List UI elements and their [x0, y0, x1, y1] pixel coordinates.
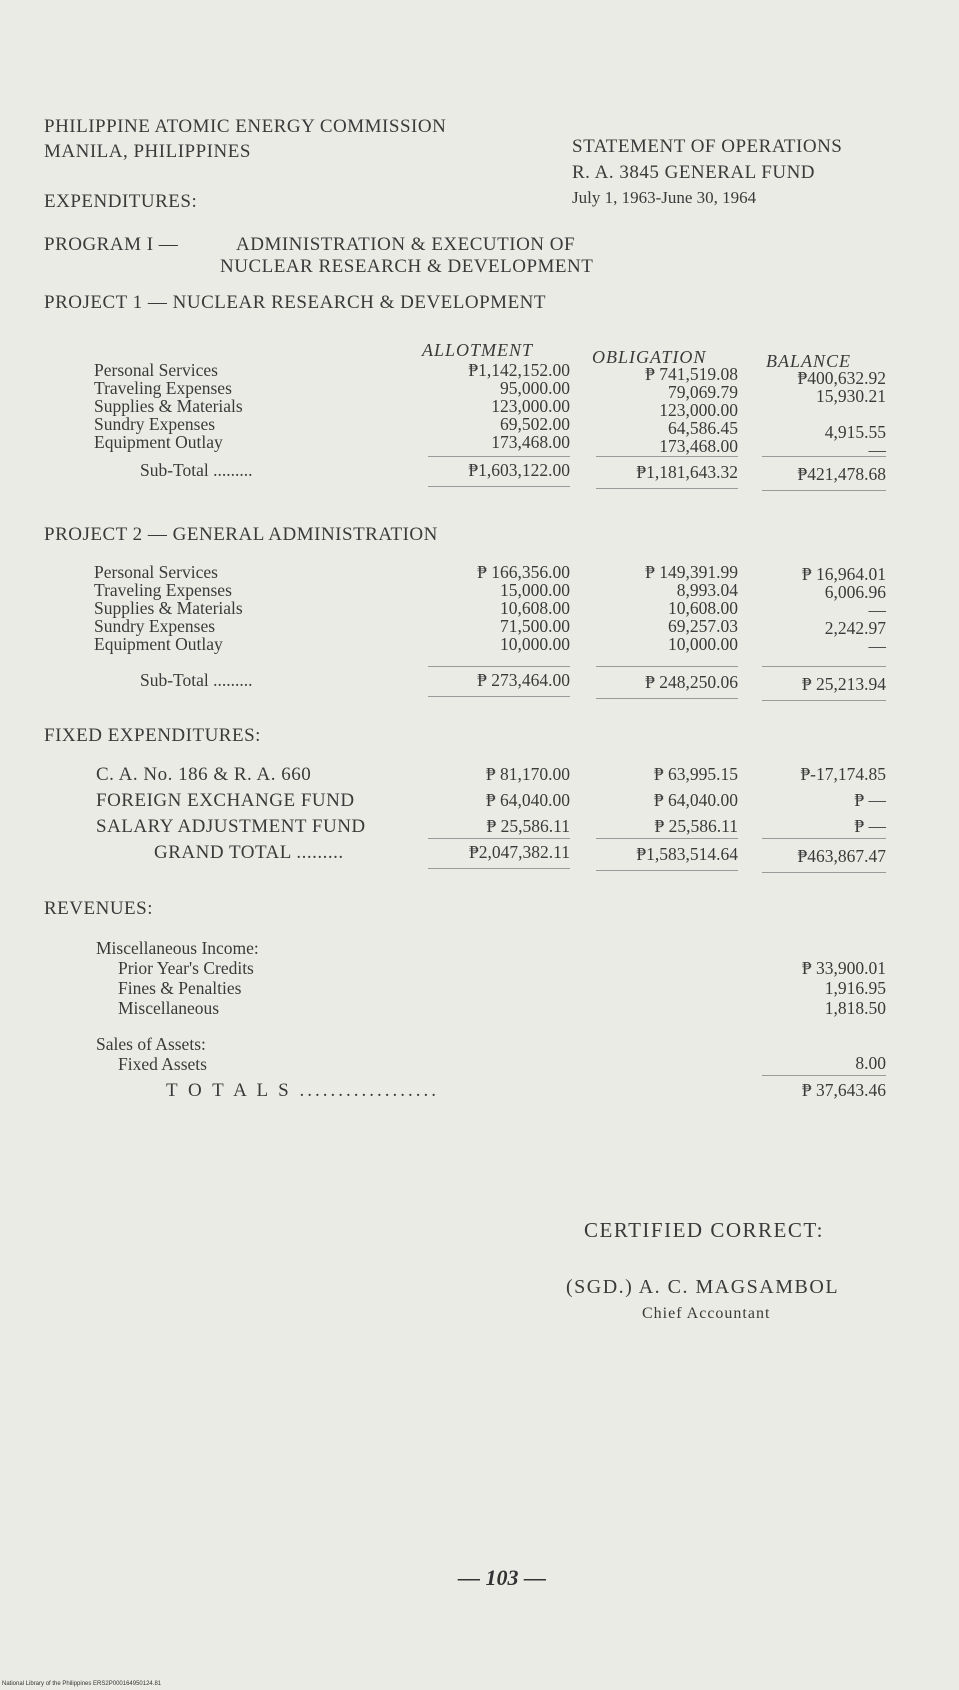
obligation-value: 8,993.04 — [676, 580, 738, 600]
fixed-expenditures-heading: FIXED EXPENDITURES: — [44, 725, 261, 746]
project1-heading: PROJECT 1 — NUCLEAR RESEARCH & DEVELOPMENT — [44, 292, 547, 313]
row-label: Equipment Outlay — [94, 432, 223, 452]
allotment-column-header: ALLOTMENT — [422, 340, 534, 360]
allotment-value: 71,500.00 — [500, 616, 570, 636]
subtotal-rule — [596, 666, 738, 667]
subtotal-underline — [762, 490, 886, 491]
signatory-title: Chief Accountant — [642, 1305, 771, 1322]
obligation-column-header: OBLIGATION — [592, 347, 707, 367]
subtotal-obligation: ₱1,583,514.64 — [636, 844, 738, 864]
allotment-value: ₱1,142,152.00 — [468, 360, 570, 380]
allotment-value: 15,000.00 — [500, 580, 570, 600]
revenue-label: Fixed Assets — [118, 1054, 207, 1074]
subtotal-underline — [762, 700, 886, 701]
misc-income-heading: Miscellaneous Income: — [96, 938, 259, 958]
obligation-value: 123,000.00 — [659, 400, 738, 420]
totals-rule — [762, 1075, 886, 1076]
balance-value: ₱ — — [854, 790, 886, 810]
row-label: Traveling Expenses — [94, 378, 232, 398]
subtotal-obligation: ₱1,181,643.32 — [636, 462, 738, 482]
revenue-amount: 1,916.95 — [824, 978, 886, 998]
allotment-value: 10,608.00 — [500, 598, 570, 618]
certified-heading: CERTIFIED CORRECT: — [584, 1218, 824, 1242]
totals-amount: ₱ 37,643.46 — [801, 1080, 886, 1100]
allotment-value: ₱ 25,586.11 — [486, 816, 570, 836]
obligation-value: 79,069.79 — [668, 382, 738, 402]
project2-heading: PROJECT 2 — GENERAL ADMINISTRATION — [44, 524, 438, 545]
subtotal-underline — [428, 696, 570, 697]
balance-value: — — [868, 636, 886, 656]
row-label: Sundry Expenses — [94, 414, 216, 434]
revenue-label: Fines & Penalties — [118, 978, 242, 998]
obligation-value: ₱ 149,391.99 — [645, 562, 738, 582]
subtotal-underline — [596, 698, 738, 699]
obligation-value: 64,586.45 — [668, 418, 738, 438]
allotment-value: 123,000.00 — [491, 396, 570, 416]
row-label: SALARY ADJUSTMENT FUND — [96, 816, 366, 837]
subtotal-label: GRAND TOTAL ......... — [154, 842, 344, 863]
balance-value: 2,242.97 — [824, 618, 886, 638]
subtotal-rule — [596, 838, 738, 839]
balance-value: 6,006.96 — [824, 582, 886, 602]
subtotal-rule — [762, 838, 886, 839]
obligation-value: ₱ 63,995.15 — [653, 764, 738, 784]
sales-heading: Sales of Assets: — [96, 1034, 206, 1054]
row-label: Personal Services — [94, 360, 218, 380]
row-label: Sundry Expenses — [94, 616, 216, 636]
row-label: C. A. No. 186 & R. A. 660 — [96, 764, 312, 785]
row-label: FOREIGN EXCHANGE FUND — [96, 790, 355, 811]
row-label: Equipment Outlay — [94, 634, 223, 654]
revenue-amount: ₱ 33,900.01 — [801, 958, 886, 978]
row-label: Supplies & Materials — [94, 396, 243, 416]
obligation-value: 173,468.00 — [659, 436, 738, 456]
subtotal-allotment: ₱ 273,464.00 — [477, 670, 570, 690]
allotment-value: ₱ 81,170.00 — [485, 764, 570, 784]
expenditures-heading: EXPENDITURES: — [44, 191, 198, 212]
program-title-line2: NUCLEAR RESEARCH & DEVELOPMENT — [220, 256, 594, 277]
revenue-label: Miscellaneous — [118, 998, 220, 1018]
subtotal-rule — [762, 666, 886, 667]
signatory-name: (SGD.) A. C. MAGSAMBOL — [566, 1276, 840, 1298]
subtotal-underline — [428, 486, 570, 487]
allotment-value: 173,468.00 — [491, 432, 570, 452]
revenues-heading: REVENUES: — [44, 898, 153, 919]
balance-column-header: BALANCE — [766, 351, 852, 371]
org-name: PHILIPPINE ATOMIC ENERGY COMMISSION — [44, 116, 447, 137]
row-label: Personal Services — [94, 562, 218, 582]
subtotal-underline — [596, 870, 738, 871]
allotment-value: 95,000.00 — [500, 378, 570, 398]
subtotal-underline — [428, 868, 570, 869]
allotment-value: 69,502.00 — [500, 414, 570, 434]
fund-name: R. A. 3845 GENERAL FUND — [572, 162, 816, 183]
balance-value: 4,915.55 — [824, 422, 886, 442]
subtotal-balance: ₱421,478.68 — [797, 464, 886, 484]
obligation-value: 10,608.00 — [668, 598, 738, 618]
obligation-value: 69,257.03 — [668, 616, 738, 636]
footer-attribution: National Library of the Philippines ERS2P000164950124.81 — [2, 1681, 162, 1687]
org-location: MANILA, PHILIPPINES — [44, 141, 251, 162]
allotment-value: ₱ 166,356.00 — [477, 562, 570, 582]
subtotal-label: Sub-Total ......... — [140, 670, 253, 690]
row-label: Supplies & Materials — [94, 598, 243, 618]
allotment-value: 10,000.00 — [500, 634, 570, 654]
revenue-label: Prior Year's Credits — [118, 958, 254, 978]
obligation-value: ₱ 25,586.11 — [654, 816, 738, 836]
program-title-line1: ADMINISTRATION & EXECUTION OF — [236, 234, 576, 255]
subtotal-rule — [428, 456, 570, 457]
obligation-value: ₱ 64,040.00 — [653, 790, 738, 810]
subtotal-rule — [596, 456, 738, 457]
row-label: Traveling Expenses — [94, 580, 232, 600]
obligation-value: ₱ 741,519.08 — [645, 364, 738, 384]
subtotal-obligation: ₱ 248,250.06 — [645, 672, 738, 692]
subtotal-rule — [428, 838, 570, 839]
balance-value: ₱400,632.92 — [797, 368, 886, 388]
allotment-value: ₱ 64,040.00 — [485, 790, 570, 810]
subtotal-rule — [428, 666, 570, 667]
revenue-amount: 8.00 — [855, 1053, 886, 1073]
subtotal-balance: ₱ 25,213.94 — [801, 674, 886, 694]
balance-value: 15,930.21 — [816, 386, 886, 406]
period: July 1, 1963-June 30, 1964 — [572, 188, 757, 207]
subtotal-label: Sub-Total ......... — [140, 460, 253, 480]
subtotal-allotment: ₱1,603,122.00 — [468, 460, 570, 480]
page-number: — 103 — — [458, 1565, 546, 1590]
balance-value: — — [868, 600, 886, 620]
program-label: PROGRAM I — — [44, 234, 179, 255]
subtotal-underline — [762, 872, 886, 873]
revenue-amount: 1,818.50 — [824, 998, 886, 1018]
statement-title: STATEMENT OF OPERATIONS — [572, 136, 843, 157]
balance-value: ₱ — — [854, 816, 886, 836]
balance-value: — — [868, 440, 886, 460]
balance-value: ₱-17,174.85 — [800, 764, 886, 784]
obligation-value: 10,000.00 — [668, 634, 738, 654]
subtotal-allotment: ₱2,047,382.11 — [469, 842, 570, 862]
totals-label: T O T A L S .................. — [166, 1080, 439, 1101]
balance-value: ₱ 16,964.01 — [801, 564, 886, 584]
subtotal-underline — [596, 488, 738, 489]
subtotal-rule — [762, 456, 886, 457]
subtotal-balance: ₱463,867.47 — [797, 846, 886, 866]
